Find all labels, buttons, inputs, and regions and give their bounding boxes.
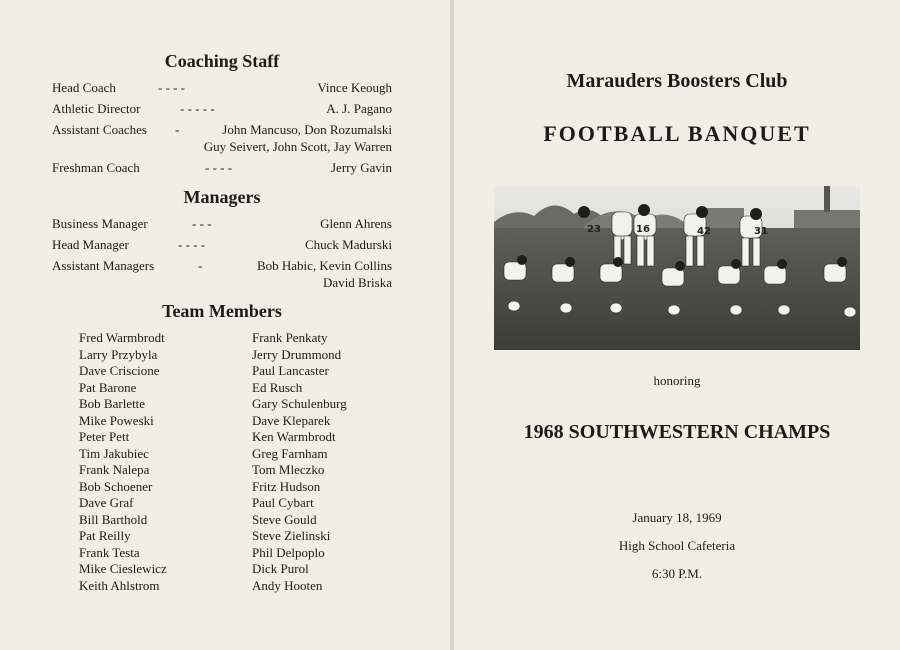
team-member: Larry Przybyla [79, 346, 158, 362]
jersey-number: 31 [754, 226, 768, 237]
team-member: Bob Barlette [79, 396, 146, 411]
team-member: Steve Gould [252, 511, 317, 527]
team-member: Ed Rusch [252, 379, 303, 395]
coach-name: Vince Keough [317, 80, 392, 95]
manager-name: Glenn Ahrens [320, 216, 392, 231]
coach-name: Jerry Gavin [330, 160, 392, 175]
team-member: Paul Lancaster [252, 363, 329, 378]
dash-leader: - [175, 122, 180, 137]
honoring-text: honoring [653, 373, 701, 388]
team-photo [494, 186, 860, 350]
dash-leader: - - - [192, 216, 212, 231]
team-member: Keith Ahlstrom [79, 577, 160, 593]
team-members-heading: Team Members [162, 301, 282, 321]
team-member: Bill Barthold [79, 511, 148, 527]
manager-role: Head Manager [52, 237, 129, 252]
event-time: 6:30 P.M. [651, 566, 703, 581]
team-member: Bob Schoener [79, 478, 153, 494]
dash-leader: - - - - [178, 237, 206, 252]
dash-leader: - - - - - [180, 101, 215, 116]
team-member: Fritz Hudson [252, 478, 321, 494]
coach-role: Athletic Director [52, 101, 141, 116]
team-column-1 [79, 330, 167, 594]
team-member: Greg Farnham [252, 445, 328, 461]
dash-leader: - [198, 258, 203, 273]
coach-name-continued: Guy Seivert, John Scott, Jay Warren [203, 139, 392, 154]
jersey-number: 42 [697, 226, 711, 237]
event-date: January 18, 1969 [632, 510, 722, 525]
event-venue: High School Cafeteria [618, 538, 736, 553]
coach-role: Freshman Coach [52, 160, 140, 175]
team-member: Andy Hooten [252, 577, 323, 593]
dash-leader: - - - - [158, 80, 186, 95]
team-member: Frank Nalepa [79, 462, 150, 477]
dash-leader: - - - - [205, 160, 233, 175]
team-member: Dick Purol [252, 561, 309, 576]
event-title: FOOTBALL BANQUET [543, 121, 811, 146]
coach-name: John Mancuso, Don Rozumalski [222, 122, 392, 137]
team-member: Phil Delpoplo [252, 544, 325, 560]
team-member: Peter Pett [79, 429, 130, 444]
coaching-staff-heading: Coaching Staff [164, 51, 280, 71]
team-member: Dave Kleparek [252, 412, 331, 428]
team-member: Dave Criscione [79, 363, 160, 378]
jersey-number: 16 [636, 224, 650, 235]
team-member: Jerry Drummond [252, 346, 342, 362]
team-member: Fred Warmbrodt [79, 330, 165, 345]
jersey-number: 23 [587, 224, 601, 235]
team-member: Tom Mleczko [252, 462, 325, 477]
champs-title: 1968 SOUTHWESTERN CHAMPS [523, 421, 831, 443]
team-member: Pat Barone [79, 379, 137, 395]
team-member: Tim Jakubiec [79, 445, 149, 461]
team-member: Frank Penkaty [252, 330, 328, 345]
manager-name-continued: David Briska [323, 275, 392, 290]
team-member: Paul Cybart [252, 495, 314, 510]
coach-role: Head Coach [52, 80, 116, 95]
team-member: Mike Poweski [79, 412, 154, 428]
club-name: Marauders Boosters Club [566, 70, 788, 92]
team-member: Frank Testa [79, 544, 140, 560]
manager-role: Business Manager [52, 216, 148, 231]
team-member: Dave Graf [79, 495, 134, 510]
team-member: Gary Schulenburg [252, 396, 347, 411]
manager-name: Bob Habic, Kevin Collins [256, 258, 392, 273]
team-column-2 [252, 330, 347, 594]
coach-role: Assistant Coaches [52, 122, 147, 137]
manager-role: Assistant Managers [52, 258, 155, 273]
coach-name: A. J. Pagano [326, 101, 392, 116]
team-member: Pat Reilly [79, 528, 131, 543]
team-member: Ken Warmbrodt [252, 429, 336, 444]
team-member: Steve Zielinski [252, 528, 331, 543]
manager-name: Chuck Madurski [304, 237, 392, 252]
managers-heading: Managers [183, 187, 261, 207]
team-member: Mike Cieslewicz [79, 561, 167, 576]
